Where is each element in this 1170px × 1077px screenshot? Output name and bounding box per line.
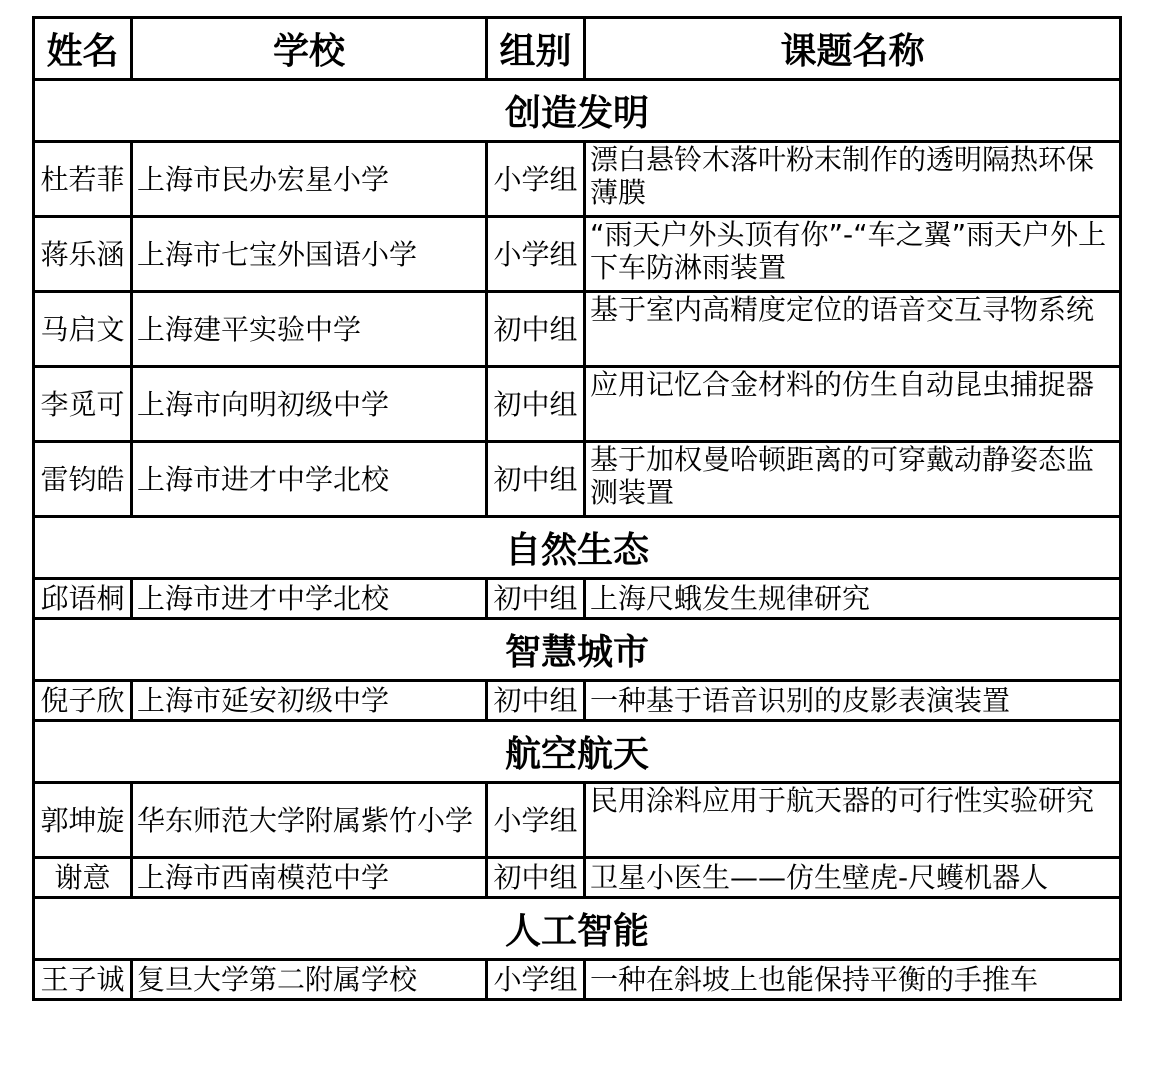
student-name: 李觅可 — [34, 367, 132, 442]
header-name: 姓名 — [34, 18, 132, 80]
category-row — [34, 80, 1121, 142]
topic-title: 上海尺蛾发生规律研究 — [585, 579, 1121, 619]
header-topic: 课题名称 — [585, 18, 1121, 80]
category-title: 创造发明 — [34, 80, 1121, 142]
category-row — [34, 898, 1121, 960]
category-title: 自然生态 — [34, 517, 1121, 579]
student-name: 蒋乐涵 — [34, 217, 132, 292]
category-title: 航空航天 — [34, 721, 1121, 783]
awards-table — [32, 16, 1122, 1001]
student-name: 王子诚 — [34, 960, 132, 1000]
group-label: 初中组 — [487, 442, 585, 517]
table-row — [34, 960, 1121, 1000]
school-name: 上海建平实验中学 — [132, 292, 487, 367]
school-name: 上海市延安初级中学 — [132, 681, 487, 721]
student-name: 马启文 — [34, 292, 132, 367]
header-school: 学校 — [132, 18, 487, 80]
student-name: 郭坤旋 — [34, 783, 132, 858]
school-name: 复旦大学第二附属学校 — [132, 960, 487, 1000]
school-name: 上海市进才中学北校 — [132, 442, 487, 517]
category-row — [34, 619, 1121, 681]
topic-title: 卫星小医生——仿生壁虎-尺蠖机器人 — [585, 858, 1121, 898]
topic-title: 基于加权曼哈顿距离的可穿戴动静姿态监测装置 — [585, 442, 1121, 517]
topic-title: 一种在斜坡上也能保持平衡的手推车 — [585, 960, 1121, 1000]
school-name: 上海市向明初级中学 — [132, 367, 487, 442]
school-name: 上海市七宝外国语小学 — [132, 217, 487, 292]
student-name: 倪子欣 — [34, 681, 132, 721]
group-label: 初中组 — [487, 292, 585, 367]
topic-title: 一种基于语音识别的皮影表演装置 — [585, 681, 1121, 721]
table-row — [34, 579, 1121, 619]
category-row — [34, 517, 1121, 579]
group-label: 初中组 — [487, 367, 585, 442]
student-name: 谢意 — [34, 858, 132, 898]
table-row — [34, 681, 1121, 721]
table-row — [34, 367, 1121, 442]
header-group: 组别 — [487, 18, 585, 80]
group-label: 小学组 — [487, 142, 585, 217]
table-row — [34, 217, 1121, 292]
table-row — [34, 783, 1121, 858]
school-name: 上海市进才中学北校 — [132, 579, 487, 619]
topic-title: “雨天户外头顶有你”-“车之翼”雨天户外上下车防淋雨装置 — [585, 217, 1121, 292]
school-name: 上海市西南模范中学 — [132, 858, 487, 898]
table-row — [34, 442, 1121, 517]
student-name: 邱语桐 — [34, 579, 132, 619]
table-row — [34, 858, 1121, 898]
topic-title: 漂白悬铃木落叶粉末制作的透明隔热环保薄膜 — [585, 142, 1121, 217]
table-row — [34, 292, 1121, 367]
group-label: 小学组 — [487, 783, 585, 858]
group-label: 初中组 — [487, 681, 585, 721]
student-name: 雷钧皓 — [34, 442, 132, 517]
school-name: 华东师范大学附属紫竹小学 — [132, 783, 487, 858]
category-row — [34, 721, 1121, 783]
student-name: 杜若菲 — [34, 142, 132, 217]
category-title: 人工智能 — [34, 898, 1121, 960]
topic-title: 民用涂料应用于航天器的可行性实验研究 — [585, 783, 1121, 858]
school-name: 上海市民办宏星小学 — [132, 142, 487, 217]
topic-title: 基于室内高精度定位的语音交互寻物系统 — [585, 292, 1121, 367]
header-row — [34, 18, 1121, 80]
group-label: 小学组 — [487, 960, 585, 1000]
topic-title: 应用记忆合金材料的仿生自动昆虫捕捉器 — [585, 367, 1121, 442]
group-label: 小学组 — [487, 217, 585, 292]
group-label: 初中组 — [487, 858, 585, 898]
group-label: 初中组 — [487, 579, 585, 619]
table-row — [34, 142, 1121, 217]
category-title: 智慧城市 — [34, 619, 1121, 681]
